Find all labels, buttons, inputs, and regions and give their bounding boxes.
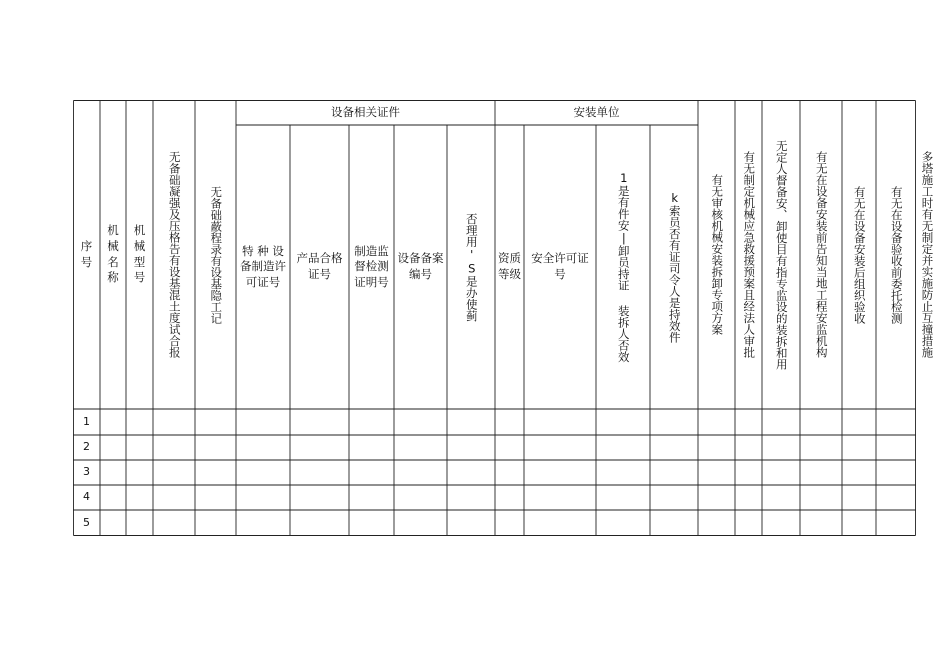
row-number: 3: [83, 465, 90, 479]
equipment-inspection-table: [73, 100, 935, 536]
column-header-product-cert: 产品合格证号: [296, 251, 343, 281]
column-header-safety-permit: 安全许可证号: [531, 251, 589, 281]
column-header-commander-cert: k索员否有证司令人是持效件: [667, 191, 682, 343]
row-number: 1: [83, 414, 90, 428]
column-header-machine-model: 机械型号: [133, 223, 146, 285]
column-header-notify-agency: 有无在设备安装前告知当地工程安监机构: [814, 151, 829, 358]
row-number: 2: [83, 440, 90, 454]
row-number: 4: [83, 490, 90, 504]
column-header-supervision-cert: 制造监督检测证明号: [354, 243, 389, 289]
column-header-dismantle-plan: 有无审核机械安装拆卸专项方案: [710, 174, 725, 335]
column-header-hidden-record: 无备础蔽程录有设基隐工记: [209, 185, 224, 324]
column-header-emergency-plan: 有无制定机械应急救援预案且经法人审批: [742, 151, 757, 358]
column-header-machine-name: 机械名称: [107, 223, 119, 285]
row-number: 5: [83, 515, 90, 529]
column-header-qualification: 资质等级: [498, 251, 521, 281]
column-header-inspection: 有无在设备验收前委托检测: [889, 185, 904, 324]
group-header-install-unit: 安装单位: [573, 104, 620, 119]
column-header-supervisor: 无定人督备安、卸使目有指专监设的装拆和用: [774, 139, 789, 370]
column-header-acceptance: 有无在设备安装后组织验收: [852, 185, 867, 324]
column-header-special-permit: 特 种 设 备制造许可证号: [240, 243, 286, 289]
column-header-foundation-test: 无备础凝强及压格告有设基混土度试合报: [167, 151, 182, 358]
column-header-seq: 序号: [80, 238, 93, 269]
group-header-certificates: 设备相关证件: [331, 104, 400, 119]
column-header-anti-collision: 多塔施工时有无制定并实施防止互撞措施: [920, 151, 935, 358]
column-header-filing-no: 设备备案编号: [397, 251, 444, 281]
column-header-installer-cert: 1是有件安|卸员持证 装拆人否效: [616, 171, 631, 363]
column-header-filing-handled: 否理用'S是办使蓟: [464, 212, 479, 322]
